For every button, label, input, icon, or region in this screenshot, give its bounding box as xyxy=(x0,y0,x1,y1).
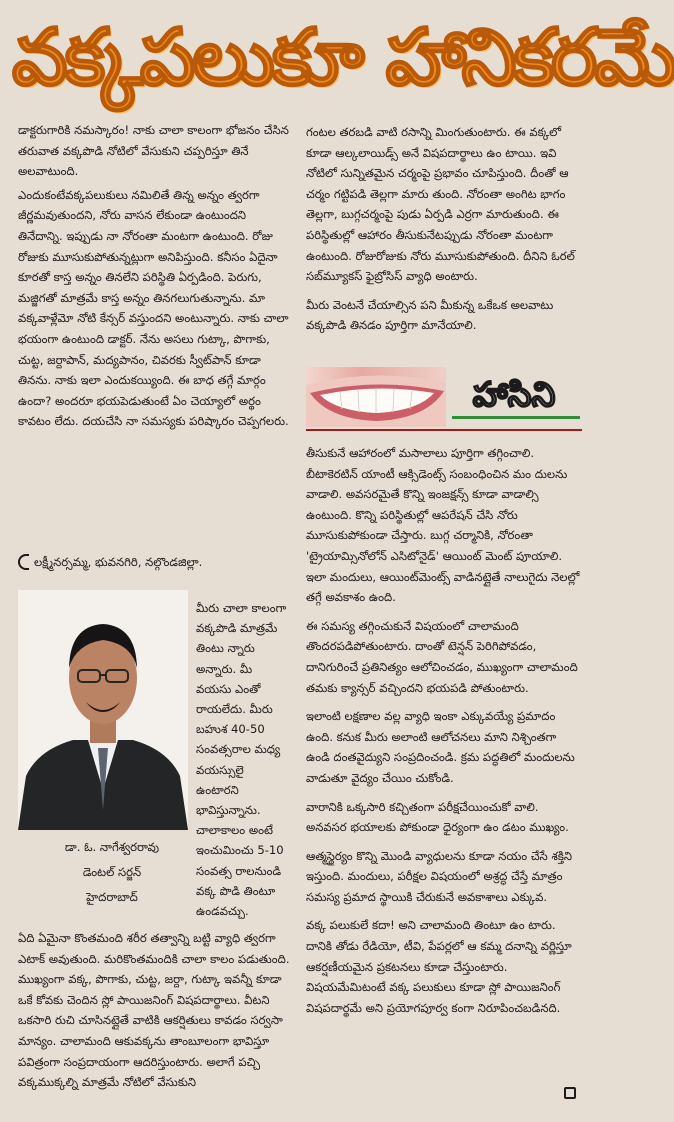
reader-question xyxy=(18,120,293,435)
answer-paragraph: వక్క పలుకులే కదా! అని చాలామంది తింటూ ఉం టారు. దానికి తోడు రేడియో, టీవి, పేపర్లలో ఆ కమ్మ దనాన్ని వర్ణిస్తూ ఆకర్షణీయమైన ప్రకటనలు కూడా చేస్తుంటారు. విషయమేమిటంటే వక్క పలుకులు కూడా స్లో పాయిజనింగ్ విషపదార్థమే అని ప్రయోగపూర్వ కంగా నిరూపించబడినది. xyxy=(306,918,572,1015)
column-banner xyxy=(306,365,582,431)
question-sender xyxy=(18,552,293,572)
bracket-icon xyxy=(18,554,29,570)
answer-paragraph: మీరు వెంటనే చేయాల్సిన పని మీకున్న ఒకేఒక అలవాటు వక్కపొడి తినడం పూర్తిగా మానేయాలి. xyxy=(306,297,554,333)
headline: వక్కపలుకూ హానికరమే xyxy=(12,13,674,103)
end-mark-icon xyxy=(564,1087,576,1099)
answer-beside-photo: మీరు చాలా కాలంగా వక్కపొడి మాత్రమే తింటు న్నారు అన్నారు. మీ వయసు ఎంతో రాయలేదు. మీరు బహుశ 40-50 సంవత్సరాల మధ్య వయస్సులై ఉంటారని భావిస్తున్నాను. చాలాకాలం అంటే ఇంచుమించు 5-10 సంవత్స రాలనుండి వక్క పొడి తింటూ ఉండవచ్చు. xyxy=(196,601,287,919)
column-brand: హాసిని xyxy=(472,375,556,415)
brand-underline xyxy=(452,416,580,419)
sender-name: లక్ష్మీనర్సమ్మ, భువనగిరి, నల్గొండజిల్లా. xyxy=(34,555,203,569)
answer-paragraph: ఇలాంటి లక్షణాల వల్ల వ్యాధి ఇంకా ఎక్కువయ్యే ప్రమాదం ఉంది. కనుక మీరు అలాంటి ఆలోచనలు మాని నిశ్చింతగా ఉండి దంతవైద్యుని సంప్రదించండి. క్రమ పద్ధతిలో మందులను వాడుతూ వైద్యం చేయిం చుకోండి. xyxy=(306,709,575,785)
doctor-title: డెంటల్ సర్జన్ xyxy=(82,865,142,879)
answer-right-bottom xyxy=(306,443,582,1026)
answer-paragraph: ఆత్మస్థైర్యం కొన్ని మొండి వ్యాధులను కూడా నయం చేసే శక్తిని ఇస్తుంది. మందులు, పరీక్షల విషయంలో అశ్రద్ధ చేస్తే మాత్రం సమస్య ప్రమాద స్థాయికి చేరుకునే అవకాశాలు ఎక్కువ. xyxy=(306,848,573,904)
question-paragraph: డాక్టరుగారికి నమస్కారం! నాకు చాలా కాలంగా భోజనం చేసిన తరువాత వక్కపొడి నోటిలో వేసుకుని చప్పరిస్తూ తినే అలవాటుంది. xyxy=(18,123,289,179)
answer-paragraph: ఈ సమస్య తగ్గించుకునే విషయంలో చాలామంది తొందరపడిపోతుంటారు. దాంతో టెన్షన్ పెరిగిపోవడం, దానిగురించే ప్రతినిత్యం ఆలోచించడం, ముఖ్యంగా చాలామంది తమకు క్యాన్సర్ వచ్చిందని భయపడి పోతుంటారు. xyxy=(306,618,578,695)
answer-bottom-left: ఏది ఏమైనా కొంతమంది శరీర తత్వాన్ని బట్టి వ్యాధి త్వరగా ఎటాక్ అవుతుంది. మరికొంతమందికి చాలా కాలం పడుతుంది. ముఖ్యంగా వక్క, పొగాకు, చుట్ట, జర్దా, గుట్కా ఇవన్నీ కూడా ఒకే కోవకు చెందిన స్లో పాయిజనింగ్ విషపదార్థాలు. వీటని ఒకసారి రుచి చూసినట్లైతే వాటికి ఆకర్షితులు కావడం సర్వసా మాన్యం. చాలామంది ఆకువక్కను తాంబూలంగా భావిస్తూ పవిత్రంగా సంప్రదాయంగా ఆదరిస్తుంటారు. అలాగే పచ్చి వక్కముక్కల్ని మాత్రమే నోటిలో వేసుకుని xyxy=(18,931,290,1090)
answer-right-top xyxy=(306,122,582,344)
doctor-city: హైదరాబాద్ xyxy=(86,890,138,904)
question-paragraph: ఎందుకంటేవక్కపలుకులు నమిలితే తిన్న అన్నం త్వరగా జీర్ణమవుతుందని, నోరు వాసన లేకుండా ఉంటుందని తినేదాన్ని. ఇప్పుడు నా నోరంతా మంటగా ఉంటుంది. రోజు రోజుకు మూసుకుపోతున్నట్లుగా అనిపిస్తుంది. కనీసం ఏదైనా కూరతో కాస్త అన్నం తినలేని పరిస్థితి ఏర్పడింది. పెరుగు, మజ్జిగతో మాత్రమే కాస్త అన్నం తినగలుగుతున్నాను. మా వక్కవాళ్లేమో నోటి కేన్సర్ వస్తుందని అంటున్నారు. నాకు చాలా భయంగా ఉంటుంది డాక్టర్. నేను అసలు గుట్కా, పొగాకు, చుట్ట, జర్దాపాన్, మద్యపానం, చివరకు స్వీట్‌పాన్ కూడా తినను. నాకు ఇలా ఎందుకయ్యింది. ఈ బాధ తగ్గే మార్గం ఉందా? అందరూ భయపెడుతుంటే ఏం చెయ్యాలో అర్థం కావటం లేదు. దయచేసి నా సమస్యకు పరిష్కారం చెప్పగలరు. xyxy=(18,187,289,429)
doctor-photo xyxy=(18,590,188,830)
answer-paragraph: గంటల తరబడి వాటి రసాన్ని మింగుతుంటారు. ఈ వక్కలో కూడా ఆల్కలాయిడ్స్ అనే విషపదార్థాలు ఉం టాయి. ఇవి నోటిలో సున్నితమైన చర్మంపై ప్రభావం చూపిస్తుంది. దీంతో ఆ చర్మం గట్టిపడి తెల్లగా మారు తుంది. నోరంతా అంగిట భాగం తెల్లగా, బుగ్గచర్మంపై పుడు ఏర్పడి ఎర్రగా మారుతుంది. ఈ పరిస్థితుల్లో ఆహారం తీసుకునేటప్పుడు నోరంతా మంటగా ఉంటుంది. రోజురోజుకు నోరు మూసుకుపోతుంది. దీనిని ఓరల్ సబ్‌మ్యూకస్ ఫైబ్రోసిస్ వ్యాధి అంటారు. xyxy=(306,125,575,284)
doctor-caption xyxy=(32,835,192,910)
smile-image xyxy=(306,367,446,427)
answer-paragraph: తీసుకునే ఆహారంలో మసాలాలు పూర్తిగా తగ్గించాలి. బీటాకెరటిన్ యాంటీ ఆక్సిడెంట్స్ సంబంధించిన మం దులను వాడాలి. అవసరమైతే కొన్ని ఇంజక్షన్స్ కూడా వాడాల్సి ఉంటుంది. కొన్ని పరిస్థితుల్లో ఆపరేషన్ చేసి నోరు మూసుకుపోకుండా చేస్తారు. బుగ్గ చర్మానికి, నోరంతా 'ట్రైయామ్సినోలోన్ ఎసిటోనైడ్' ఆయింట్ మెంట్ పూయాలి. ఇలా మందులు, ఆయింట్‌మెంట్స్ వాడినట్లైతే నాలుగైదు నెలల్లో తగ్గే అవకాశం ఉంది. xyxy=(306,446,580,605)
doctor-name: డా. ఓ. నాగేశ్వరరావు xyxy=(64,840,160,854)
answer-paragraph: వారానికి ఒక్కసారి కచ్చితంగా పరీక్షచేయించుకో వాలి. అనవసర భయాలకు పోకుండా ధైర్యంగా ఉం డటం ముఖ్యం. xyxy=(306,799,569,835)
